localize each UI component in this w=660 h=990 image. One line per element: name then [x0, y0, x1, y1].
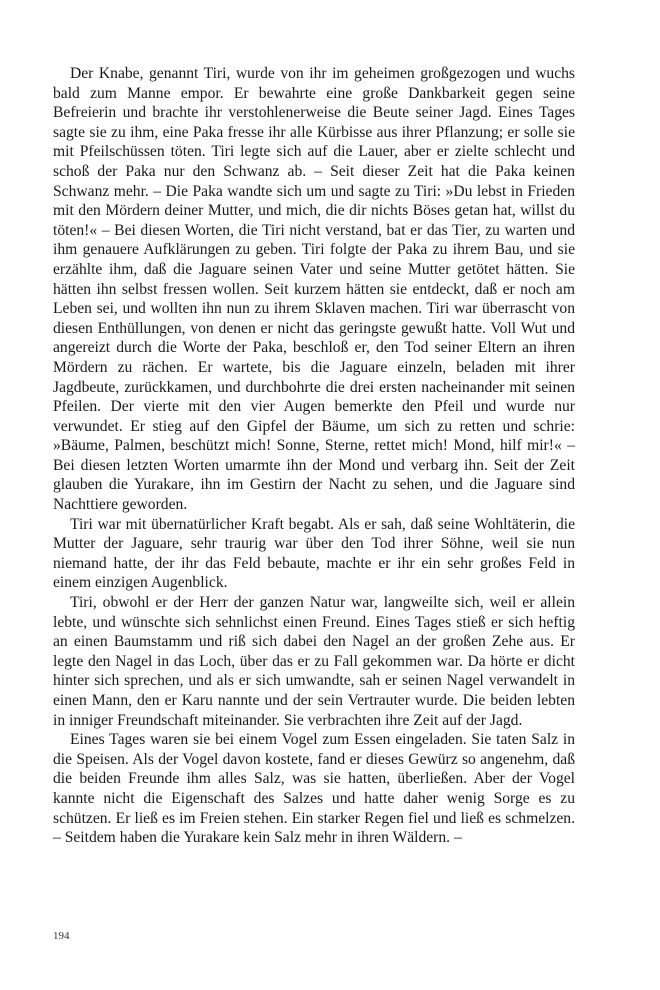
- page-number: 194: [53, 930, 70, 942]
- page-text-body: [53, 64, 575, 848]
- paragraph-1: Der Knabe, genannt Tiri, wurde von ihr im geheimen großgezogen und wuchs bald zum Manne empor. Er bewahrte eine große Dankbarkeit gegen seine Befreierin und brachte ihr verstohlenerweise die Beute seiner Jagd. Eines Tages sagte sie zu ihm, eine Paka fresse ihr alle Kürbisse aus ihrer Pflanzung; er solle sie mit Pfeilschüssen töten. Tiri legte sich auf die Lauer, aber er zielte schlecht und schoß der Paka nur den Schwanz ab. – Seit dieser Zeit hat die Paka keinen Schwanz mehr. – Die Paka wandte sich um und sagte zu Tiri: »Du lebst in Frieden mit den Mördern deiner Mutter, und mich, die dir nichts Böses getan hat, willst du töten!« – Bei diesen Worten, die Tiri nicht verstand, bat er das Tier, zu warten und ihm genauere Aufklärungen zu geben. Tiri folgte der Paka zu ihrem Bau, und sie erzählte ihm, daß die Jaguare seinen Vater und seine Mutter getötet hätten. Sie hätten ihn selbst fressen wollen. Seit kurzem hätten sie entdeckt, daß er noch am Leben sei, und wollten ihn nun zu ihrem Sklaven machen. Tiri war überrascht von diesen Enthüllungen, von denen er nicht das geringste gewußt hatte. Voll Wut und angereizt durch die Worte der Paka, beschloß er, den Tod seiner Eltern an ihren Mördern zu rächen. Er wartete, bis die Jaguare einzeln, beladen mit ihrer Jagdbeute, zurückkamen, und durchbohrte die drei ersten nacheinander mit seinen Pfeilen. Der vierte mit den vier Augen bemerkte den Pfeil und wurde nur verwundet. Er stieg auf den Gipfel der Bäume, um sich zu retten und schrie: »Bäume, Palmen, beschützt mich! Sonne, Sterne, rettet mich! Mond, hilf mir!« – Bei diesen letzten Worten umarmte ihn der Mond und verbarg ihn. Seit der Zeit glauben die Yurakare, ihn im Gestirn der Nacht zu sehen, und die Jaguare sind Nachttiere geworden.: [53, 65, 575, 514]
- paragraph-2: Tiri war mit übernatürlicher Kraft begabt. Als er sah, daß seine Wohltäterin, die Mutter der Jaguare, sehr traurig war über den Tod ihrer Söhne, weil sie nun niemand hatte, der ihr das Feld bebaute, machte er ihr ein sehr großes Feld in einem einzigen Augenblick.: [53, 515, 575, 592]
- paragraph-3: Tiri, obwohl er der Herr der ganzen Natur war, langweilte sich, weil er allein lebte, und wünschte sich sehnlichst einen Freund. Eines Tages stieß er sich heftig an einen Baumstamm und riß sich dabei den Nagel an der großen Zehe aus. Er legte den Nagel in das Loch, über das er zu Fall gekommen war. Da hörte er dicht hinter sich sprechen, und als er sich umwandte, sah er seinen Nagel verwandelt in einen Mann, den er Karu nannte und der sein Vertrauter wurde. Die beiden lebten in inniger Freundschaft miteinander. Sie verbrachten ihre Zeit auf der Jagd.: [53, 594, 575, 729]
- paragraph-4: Eines Tages waren sie bei einem Vogel zum Essen eingeladen. Sie taten Salz in die Speisen. Als der Vogel davon kostete, fand er dieses Gewürz so angenehm, daß die beiden Freunde ihm alles Salz, was sie hatten, überließen. Aber der Vogel kannte nicht die Eigenschaft des Salzes und hatte daher wenig Sorge es zu schützen. Er ließ es im Freien stehen. Ein starker Regen fiel und ließ es schmelzen. – Seitdem haben die Yurakare kein Salz mehr in ihren Wäldern. –: [53, 731, 575, 847]
